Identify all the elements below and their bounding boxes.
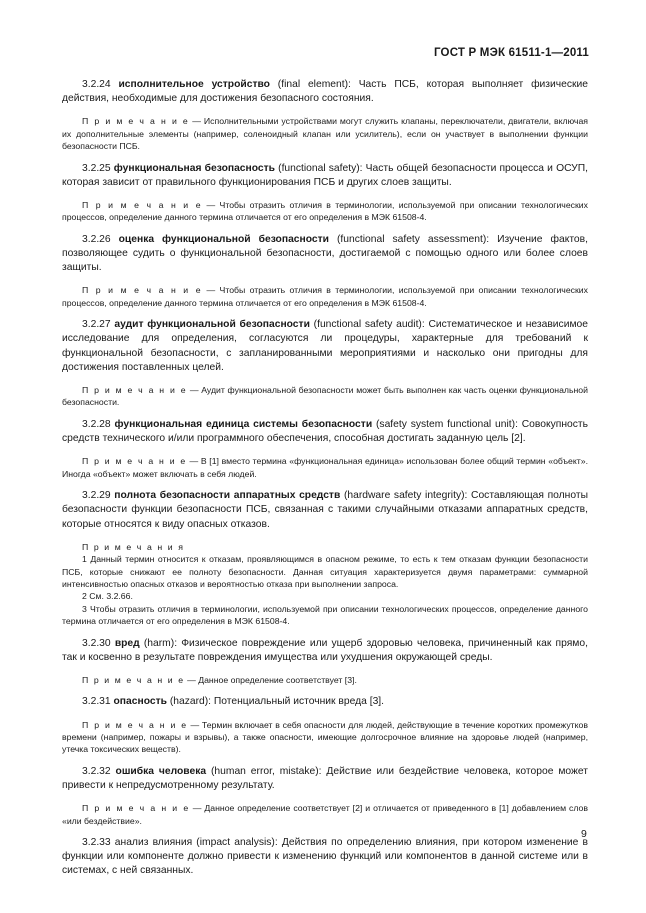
page-number: 9 — [581, 828, 587, 840]
note-3: 3 Чтобы отразить отличия в терминологии, используемой при описании технологических процессов, определение данного термина отличается от его определения в МЭК 61508-4. — [62, 603, 588, 627]
term: исполнительное устройство — [118, 79, 270, 90]
note: П р и м е ч а н и е — Данное определение соответствует [2] и отличается от приведенного в [1] добавлением слов «или бездействие». — [62, 803, 588, 826]
term-entry-3-2-27: 3.2.27 аудит функциональной безопасности (functional safety audit): Систематическое и независимое исследование для определения, согласуются ли процедуры, характерные для требований к функциональной безопасности, с запланированными мероприятиями и насколько они пригодны для достижения поставленных целей. — [62, 319, 588, 373]
note: П р и м е ч а н и е — Исполнительными устройствами могут служить клапаны, переключатели, двигатели, включая их дополнительные элементы (например, соленоидный клапан или усилитель), если он участвует в выполнении функции безопасности ПСБ. — [62, 116, 588, 152]
note: П р и м е ч а н и е — Чтобы отразить отличия в терминологии, используемой при описании технологических процессов, определение данного термина отличается от его определения в МЭК 61508-4. — [62, 285, 588, 308]
term-entry-3-2-29: 3.2.29 полнота безопасности аппаратных средств (hardware safety integrity): Составляющая полноты безопасности функции безопасности ПСБ, связанная с такими случайными отказами аппаратных средств, которые относятся к виду опасных отказов. — [62, 490, 588, 530]
document-header: ГОСТ Р МЭК 61511-1—2011 — [433, 47, 589, 59]
term-entry-3-2-24: 3.2.24 исполнительное устройство (final element): Часть ПСБ, которая выполняет физические действия, необходимые для достижения безопасного состояния. — [62, 79, 588, 105]
note: П р и м е ч а н и е — Чтобы отразить отличия в терминологии, используемой при описании технологических процессов, определение данного термина отличается от его определения в МЭК 61508-4. — [62, 200, 588, 223]
note: П р и м е ч а н и е — Данное определение соответствует [3]. — [82, 674, 357, 685]
term-entry-3-2-30: 3.2.30 вред (harm): Физическое повреждение или ущерб здоровью человека, причиненный как прямо, так и косвенно в результате повреждения имущества или ухудшения окружающей среды. — [62, 637, 588, 663]
term: функциональная единица системы безопасности — [114, 418, 373, 430]
term: оценка функциональной безопасности — [118, 233, 329, 245]
term-entry-3-2-25: 3.2.25 функциональная безопасность (functional safety): Часть общей безопасности процесса и ОСУП, которая зависит от правильного функционирования ПСБ и других слоев защиты. — [62, 162, 588, 188]
term-entry-3-2-33: 3.2.33 анализ влияния (impact analysis): Действия по определению влияния, при котором изменение в функции или компоненте должно привести к изменению функций или компонентов в данной системе или в системах, с ней связанных. — [62, 837, 588, 877]
note: П р и м е ч а н и е — Термин включает в себя опасности для людей, действующие в течение коротких промежутков времени (например, пожары и взрывы), а также опасности, имеющие долгосрочное влияние на здоровье людей (например, утечка токсических веществ). — [62, 719, 588, 755]
term: опасность — [113, 696, 167, 708]
document-body — [62, 78, 588, 888]
term-entry-3-2-28: 3.2.28 функциональная единица системы безопасности (safety system functional unit): Совокупность средств технического и/или программного обеспечения, способная достигать заданную цель [2]. — [62, 418, 588, 445]
term: вред — [114, 637, 140, 649]
term: функциональная безопасность — [113, 162, 275, 174]
term-entry-3-2-31: 3.2.31 опасность (hazard): Потенциальный источник вреда [3]. — [82, 696, 385, 708]
note: П р и м е ч а н и е — В [1] вместо термина «функциональная единица» использован более общий термин «объект». Иногда «объект» может включать в себя людей. — [62, 456, 588, 479]
term: полнота безопасности аппаратных средств — [114, 490, 341, 502]
term-entry-3-2-32: 3.2.32 ошибка человека (human error, mistake): Действие или бездействие человека, которое может привести к непредусмотренному результату. — [62, 765, 588, 791]
note-1: 1 Данный термин относится к отказам, проявляющимся в опасном режиме, то есть к тем отказам функции безопасности ПСБ, которые снижают ее полноту безопасности. Данная ситуация характеризуется двумя параметрами: суммарной интенсивностью опасных отказов и вероятностью отказа при выполнении запроса. — [62, 554, 588, 589]
notes-heading: П р и м е ч а н и я — [82, 541, 185, 552]
term: аудит функциональной безопасности — [114, 319, 310, 331]
term-entry-3-2-26: 3.2.26 оценка функциональной безопасности (functional safety assessment): Изучение фактов, позволяющее судить о функциональной безопасности, достигаемой с помощью одного или более слоев защиты. — [62, 233, 588, 274]
note: П р и м е ч а н и е — Аудит функциональной безопасности может быть выполнен как часть оценки функциональной безопасности. — [62, 385, 588, 408]
note-2: 2 См. 3.2.66. — [82, 591, 133, 602]
term: ошибка человека — [115, 765, 207, 777]
